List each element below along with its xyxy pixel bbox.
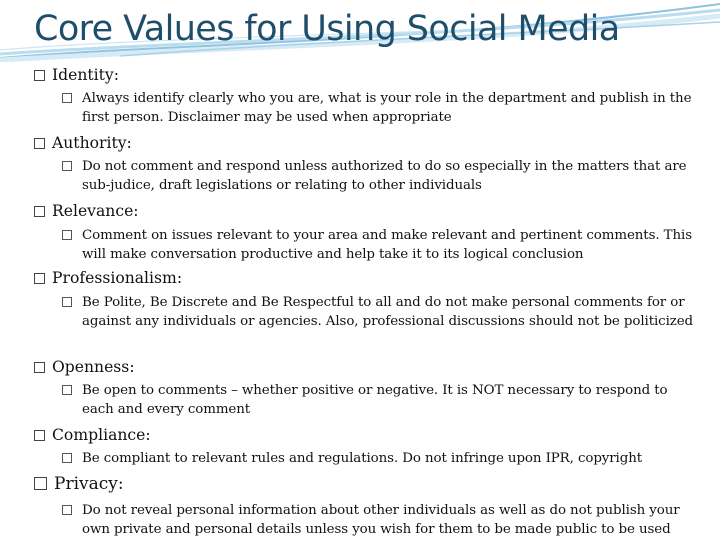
section-privacy [34, 475, 124, 494]
section-detail [62, 381, 702, 419]
section-professionalism [34, 269, 182, 288]
checkbox-square-icon [62, 385, 72, 395]
section-compliance [34, 426, 151, 445]
section-heading: Openness: [52, 358, 135, 376]
checkbox-square-icon [34, 206, 45, 217]
section-relevance [34, 202, 139, 221]
checkbox-square-icon [62, 93, 72, 103]
section-detail [62, 89, 702, 127]
checkbox-square-icon [62, 230, 72, 240]
section-openness [34, 358, 135, 377]
checkbox-square-icon [34, 70, 45, 81]
section-heading: Identity: [52, 66, 119, 84]
section-heading: Compliance: [52, 426, 151, 444]
checkbox-square-icon [34, 273, 45, 284]
section-heading: Privacy: [54, 474, 124, 494]
checkbox-square-icon [62, 161, 72, 171]
section-detail [62, 449, 702, 468]
section-heading: Relevance: [52, 202, 139, 220]
section-detail-text: Always identify clearly who you are, what is your role in the department and publish in the first person. Disclaimer may be used when appropriate [82, 91, 692, 125]
checkbox-square-icon [34, 477, 47, 490]
checkbox-square-icon [62, 453, 72, 463]
section-heading: Professionalism: [52, 269, 183, 287]
section-detail-text: Be compliant to relevant rules and regulations. Do not infringe upon IPR, copyright [82, 451, 643, 466]
checkbox-square-icon [34, 430, 45, 441]
checkbox-square-icon [34, 362, 45, 373]
section-detail [62, 226, 702, 264]
checkbox-square-icon [62, 297, 72, 307]
checkbox-square-icon [62, 505, 72, 515]
section-detail-text: Do not comment and respond unless authorized to do so especially in the matters that are sub-judice, draft legislations or relating to other individuals [82, 159, 687, 193]
checkbox-square-icon [34, 138, 45, 149]
section-detail-text: Comment on issues relevant to your area and make relevant and pertinent comments. This will make conversation productive and help take it to its logical conclusion [82, 228, 692, 262]
section-detail-text: Be Polite, Be Discrete and Be Respectful to all and do not make personal comments for or against any individuals or agencies. Also, professional discussions should not be politicized [82, 295, 694, 329]
section-detail [62, 501, 702, 539]
section-authority [34, 134, 132, 153]
section-detail [62, 293, 702, 331]
section-detail [62, 157, 702, 195]
section-detail-text: Be open to comments – whether positive or negative. It is NOT necessary to respond to each and every comment [82, 383, 668, 417]
section-identity [34, 66, 119, 85]
section-detail-text: Do not reveal personal information about other individuals as well as do not publish your own private and personal details unless you wish for them to be made public to be used [82, 503, 680, 537]
slide-title: Core Values for Using Social Media [34, 9, 620, 49]
section-heading: Authority: [52, 134, 132, 152]
